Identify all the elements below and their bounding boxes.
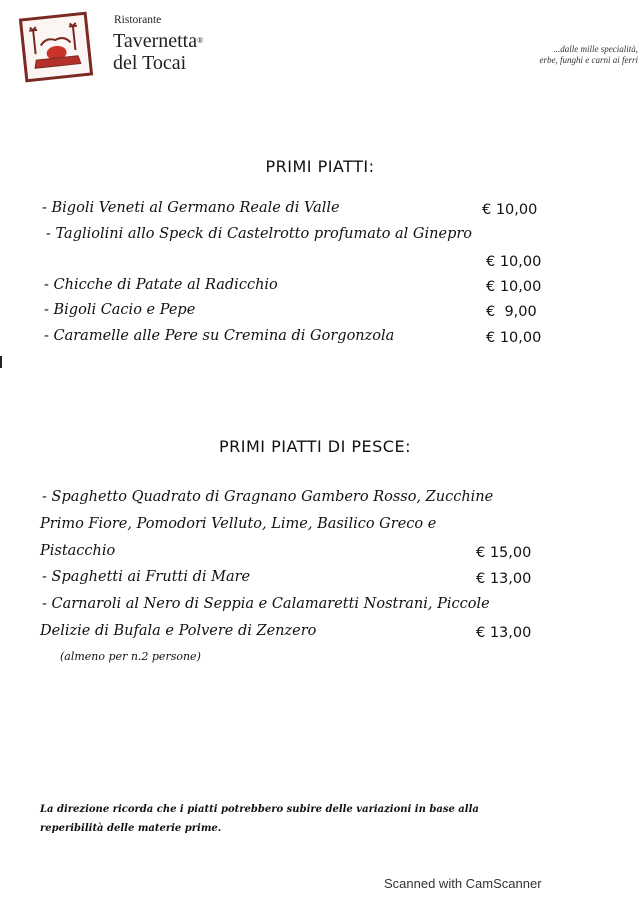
registered-mark: ® [197,36,204,45]
scanner-watermark: Scanned with CamScanner [384,876,542,891]
menu-item-price: € 15,00 [476,545,532,561]
menu-item-price: € 13,00 [476,571,532,587]
menu-item-name: - Bigoli Veneti al Germano Reale di Valle [42,200,340,216]
tagline [540,44,639,66]
menu-item-name-line: - Carnaroli al Nero di Seppia e Calamaretti Nostrani, Piccole [42,596,490,612]
menu-item-name-line: Primo Fiore, Pomodori Velluto, Lime, Basilico Greco e [40,516,437,532]
menu-item-name: - Caramelle alle Pere su Cremina di Gorgonzola [44,328,395,344]
menu-item-price: € 10,00 [486,279,542,295]
brand-name [113,30,203,74]
tagline-line2: erbe, funghi e carni ai ferri [539,55,638,65]
menu-item-price: € 10,00 [486,330,542,346]
scan-edge-artifact [0,356,2,368]
menu-item-price: € 9,00 [486,304,537,320]
menu-item-name: - Bigoli Cacio e Pepe [44,302,196,318]
brand-line1: Tavernetta [113,30,198,52]
menu-item-name: - Spaghetti ai Frutti di Mare [42,569,251,585]
menu-item-name: - Chicche di Patate al Radicchio [44,277,278,293]
menu-item-name-line: - Spaghetto Quadrato di Gragnano Gambero Rosso, Zucchine [42,489,494,505]
brand-line2: del Tocai [113,52,187,74]
restaurant-crest-icon [19,12,93,83]
disclaimer-line2: reperibilità delle materie prime. [40,823,222,834]
brand-prefix: Ristorante [114,14,162,26]
section-title-primi-piatti-di-pesce: PRIMI PIATTI DI PESCE: [219,437,411,456]
menu-item-name-line: Delizie di Bufala e Polvere di Zenzero [40,623,317,639]
menu-item-price: € 10,00 [486,254,542,270]
section-title-primi-piatti: PRIMI PIATTI: [265,157,375,176]
menu-item-price: € 10,00 [482,202,538,218]
disclaimer [40,800,600,838]
menu-item-name: - Tagliolini allo Speck di Castelrotto profumato al Ginepro [46,226,473,242]
tagline-line1: ...dalle mille specialità, [553,44,638,54]
disclaimer-line1: La direzione ricorda che i piatti potrebbero subire delle variazioni in base alla [40,804,479,815]
menu-item-name-line: Pistacchio [40,543,116,559]
menu-item-note: (almeno per n.2 persone) [60,650,201,663]
menu-item-price: € 13,00 [476,625,532,641]
